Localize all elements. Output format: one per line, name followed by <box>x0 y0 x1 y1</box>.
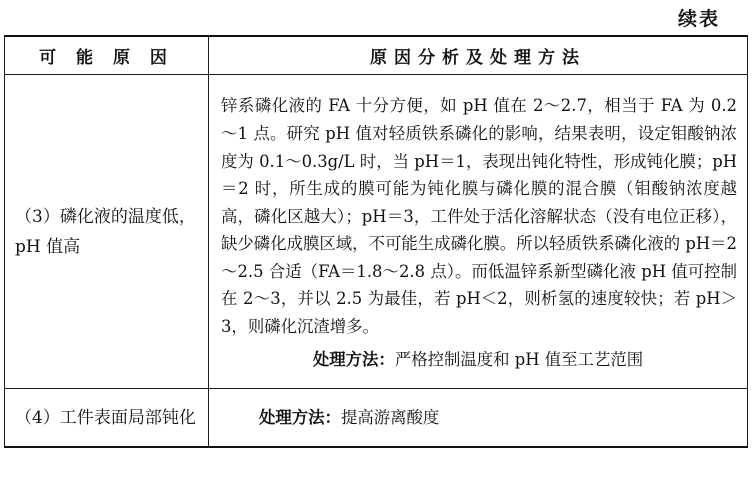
table-header-row <box>5 36 748 75</box>
analysis-cell <box>209 389 748 448</box>
method-label: 处理方法： <box>312 349 395 369</box>
analysis-cell <box>209 75 748 389</box>
cause-cell <box>5 75 209 389</box>
cause-analysis-table <box>4 35 748 448</box>
header-possible-cause: 可 能 原 因 <box>5 36 209 75</box>
method-line <box>209 347 747 373</box>
method-line <box>209 405 747 431</box>
cause-text: （4）工件表面局部钝化 <box>15 407 196 428</box>
table-row <box>5 389 748 448</box>
analysis-text: 锌系磷化液的 FA 十分方便，如 pH 值在 2～2.7，相当于 FA 为 0.2～1 点。研究 pH 值对轻质铁系磷化的影响，结果表明，设定钼酸钠浓度为 0.1～0.3g/L 时，当 pH＝1，表现出钝化特性，形成钝化膜；pH＝2 时，所生成的膜可能为钝化膜与磷化膜的混合膜（钼酸钠浓度越高，磷化区越大）；pH＝3，工件处于活化溶解状态（没有电位正移），缺少磷化成膜区域，不可能生成磷化膜。所以轻质铁系磷化液的 pH＝2～2.5 合适（FA＝1.8～2.8 点）。而低温锌系新型磷化液 pH 值可控制在 2～3，并以 2.5 为最佳，若 pH＜2，则析氢的速度较快；若 pH＞3，则磷化沉渣增多。 <box>221 96 737 337</box>
header-analysis-method: 原因分析及处理方法 <box>209 36 748 75</box>
method-text: 严格控制温度和 pH 值至工艺范围 <box>394 349 644 369</box>
cause-cell <box>5 389 209 448</box>
table-row <box>5 75 748 389</box>
method-text: 提高游离酸度 <box>340 407 440 427</box>
cause-text: （3）磷化液的温度低，pH 值高 <box>15 206 196 257</box>
method-label: 处理方法： <box>259 407 341 427</box>
continued-label: 续表 <box>677 8 720 30</box>
